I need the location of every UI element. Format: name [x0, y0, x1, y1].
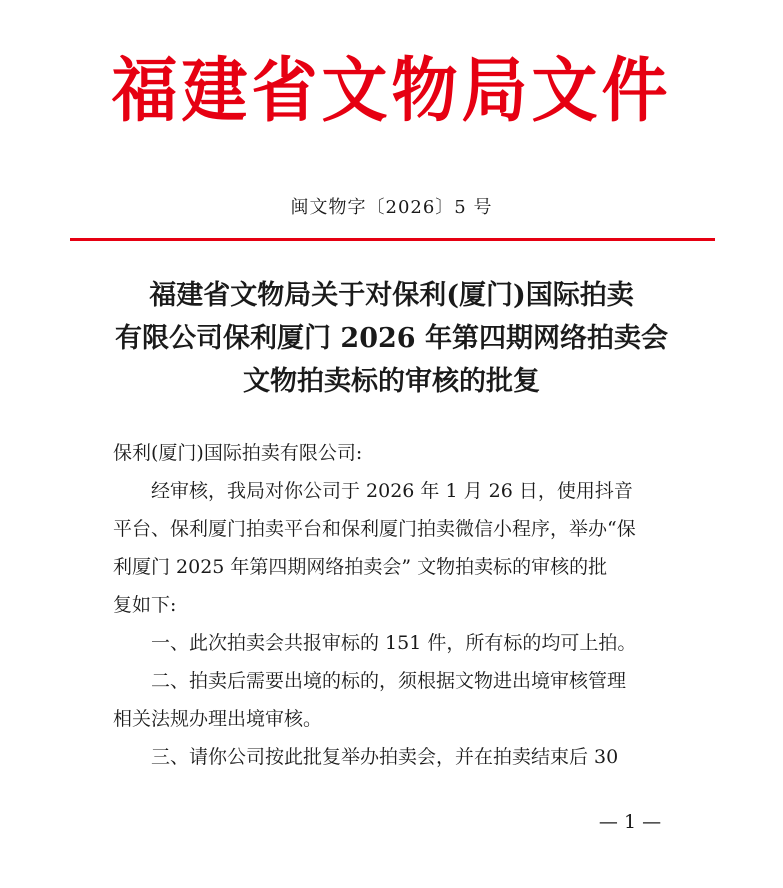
- masthead-title: 福建省文物局文件: [111, 48, 672, 132]
- red-divider-line: [70, 238, 715, 241]
- body-line: 平台、保利厦门拍卖平台和保利厦门拍卖微信小程序，举办“保: [113, 518, 636, 540]
- body-line: 经审核，我局对你公司于 2026 年 1 月 26 日，使用抖音: [151, 480, 633, 502]
- document-body: [113, 434, 693, 776]
- body-line: 复如下:: [113, 594, 177, 616]
- body-line: 二、拍卖后需要出境的标的，须根据文物进出境审核管理: [151, 670, 627, 692]
- title-line-2: 有限公司保利厦门 2026 年第四期网络拍卖会: [115, 323, 668, 354]
- salutation: 保利(厦门)国际拍卖有限公司:: [113, 442, 363, 464]
- body-line: 三、请你公司按此批复举办拍卖会，并在拍卖结束后 30: [151, 746, 619, 768]
- document-title: [0, 274, 783, 403]
- body-line: 一、此次拍卖会共报审标的 151 件，所有标的均可上拍。: [151, 632, 637, 654]
- title-line-3: 文物拍卖标的审核的批复: [243, 366, 540, 397]
- page-number: — 1 —: [598, 811, 662, 833]
- title-line-1: 福建省文物局关于对保利(厦门)国际拍卖: [149, 280, 634, 311]
- body-line: 利厦门 2025 年第四期网络拍卖会” 文物拍卖标的审核的批: [113, 556, 608, 578]
- document-number: 闽文物字〔2026〕5 号: [290, 197, 493, 218]
- body-line: 相关法规办理出境审核。: [113, 708, 323, 730]
